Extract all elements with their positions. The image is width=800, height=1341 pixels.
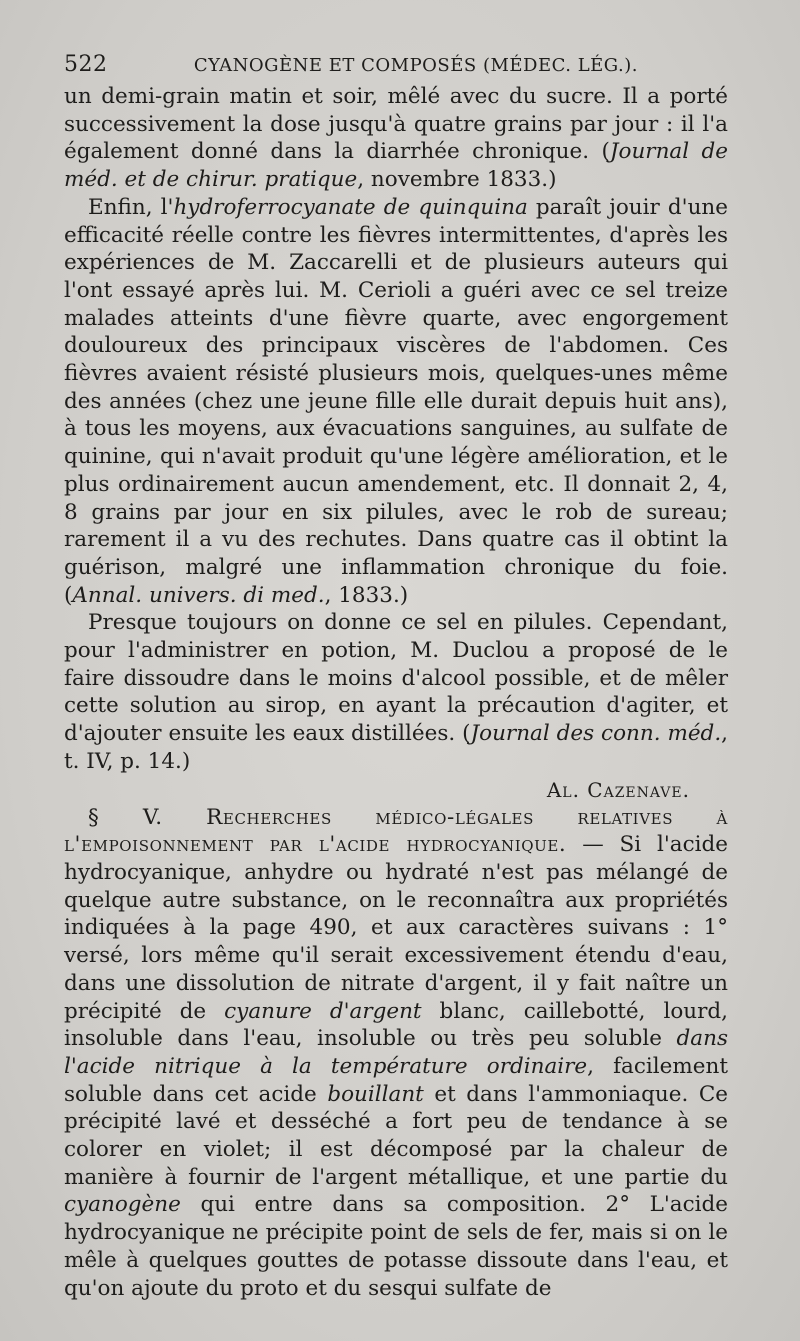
- citation: Journal des conn. méd.: [470, 721, 722, 747]
- running-title: CYANOGÈNE ET COMPOSÉS (MÉDEC. LÉG.).: [193, 55, 638, 76]
- paragraph-1: [64, 83, 728, 194]
- paragraph-2: [64, 194, 728, 610]
- page-number: 522: [64, 52, 108, 77]
- text-run: un demi-grain matin et soir, mêlé avec du sucre. Il a porté successivement la dose jusqu'à quatre grains par jour : il l'a également donné dans la diarrhée chronique. (: [64, 84, 728, 165]
- body-text: [64, 83, 728, 1302]
- emphasis: dans l'acide nitrique à la température ordinaire: [64, 1026, 728, 1079]
- paragraph-3: [64, 609, 728, 775]
- text-run: Enfin, l': [88, 194, 174, 220]
- emphasis: cyanure d'argent: [224, 998, 422, 1024]
- text-run: , novembre 1833.): [357, 167, 557, 193]
- section-heading: § V. Recherches médico-légales relatives à l'empoisonnement par l'acide hydrocyanique.: [64, 804, 728, 858]
- emphasis: bouillant: [327, 1081, 424, 1107]
- text-run: — Si l'acide hydrocyanique, anhydre ou hydraté n'est pas mélangé de quelque autre substance, on le reconnaîtra aux propriétés indiquées à la page 490, et aux caractères suivans : 1° versé, lors même qu'il serait excessivement étendu d'eau, dans une dissolution de nitrate d'argent, il y fait naître un précipité de: [64, 832, 728, 1024]
- text-run: , t. IV, p. 14.): [64, 721, 728, 774]
- text-run: et dans l'ammoniaque. Ce précipité lavé et desséché a fort peu de tendance à se colorer en violet; il est décomposé par la chaleur de manière à fournir de l'argent métallique, et une partie du: [64, 1081, 728, 1190]
- page-header: [64, 52, 728, 77]
- text-run: qui entre dans sa composition. 2° L'acide hydrocyanique ne précipite point de sels de fer, mais si on le mêle à quelques gouttes de potasse dissoute dans l'eau, et qu'on ajoute du proto et du sesqui sulfate de: [64, 1192, 728, 1301]
- text-run: Presque toujours on donne ce sel en pilules. Cependant, pour l'administrer en potion, M. Duclou a proposé de le faire dissoudre dans le moins d'alcool possible, et de mêler cette solution au sirop, en ayant la précaution d'agiter, et d'ajouter ensuite les eaux distillées. (: [64, 610, 728, 747]
- author-signature: Al. Cazenave.: [546, 777, 690, 802]
- text-run: blanc, caillebotté, lourd, insoluble dans l'eau, insoluble ou très peu soluble: [64, 998, 729, 1052]
- text-run: , 1833.): [324, 582, 409, 608]
- paragraph-4: [64, 804, 728, 1303]
- text-run: , facilement soluble dans cet acide: [64, 1053, 728, 1107]
- text-run: paraît jouir d'une efficacité réelle contre les fièvres intermittentes, d'après les expériences de M. Zaccarelli et de plusieurs auteurs qui l'ont essayé après lui. M. Cerioli a guéri avec ce sel treize malades atteints d'une fièvre quarte, avec engorgement douloureux des principaux viscères de l'abdomen. Ces fièvres avaient résisté plusieurs mois, quelques-unes même des années (chez une jeune fille elle durait depuis huit ans), à tous les moyens, aux évacuations sanguines, au sulfate de quinine, qui n'avait produit qu'une légère amélioration, et le plus ordinairement aucun amendement, etc. Il donnait 2, 4, 8 grains par jour en six pilules, avec le rob de sureau; rarement il a vu des rechutes. Dans quatre cas il obtint la guérison, malgré une inflammation chronique du foie. (: [64, 194, 728, 608]
- emphasis: cyanogène: [64, 1192, 181, 1218]
- citation: Annal. univers. di med.: [72, 582, 325, 608]
- citation: Journal de méd. et de chirur. pratique: [64, 139, 728, 193]
- emphasis: hydroferrocyanate de quinquina: [173, 194, 528, 220]
